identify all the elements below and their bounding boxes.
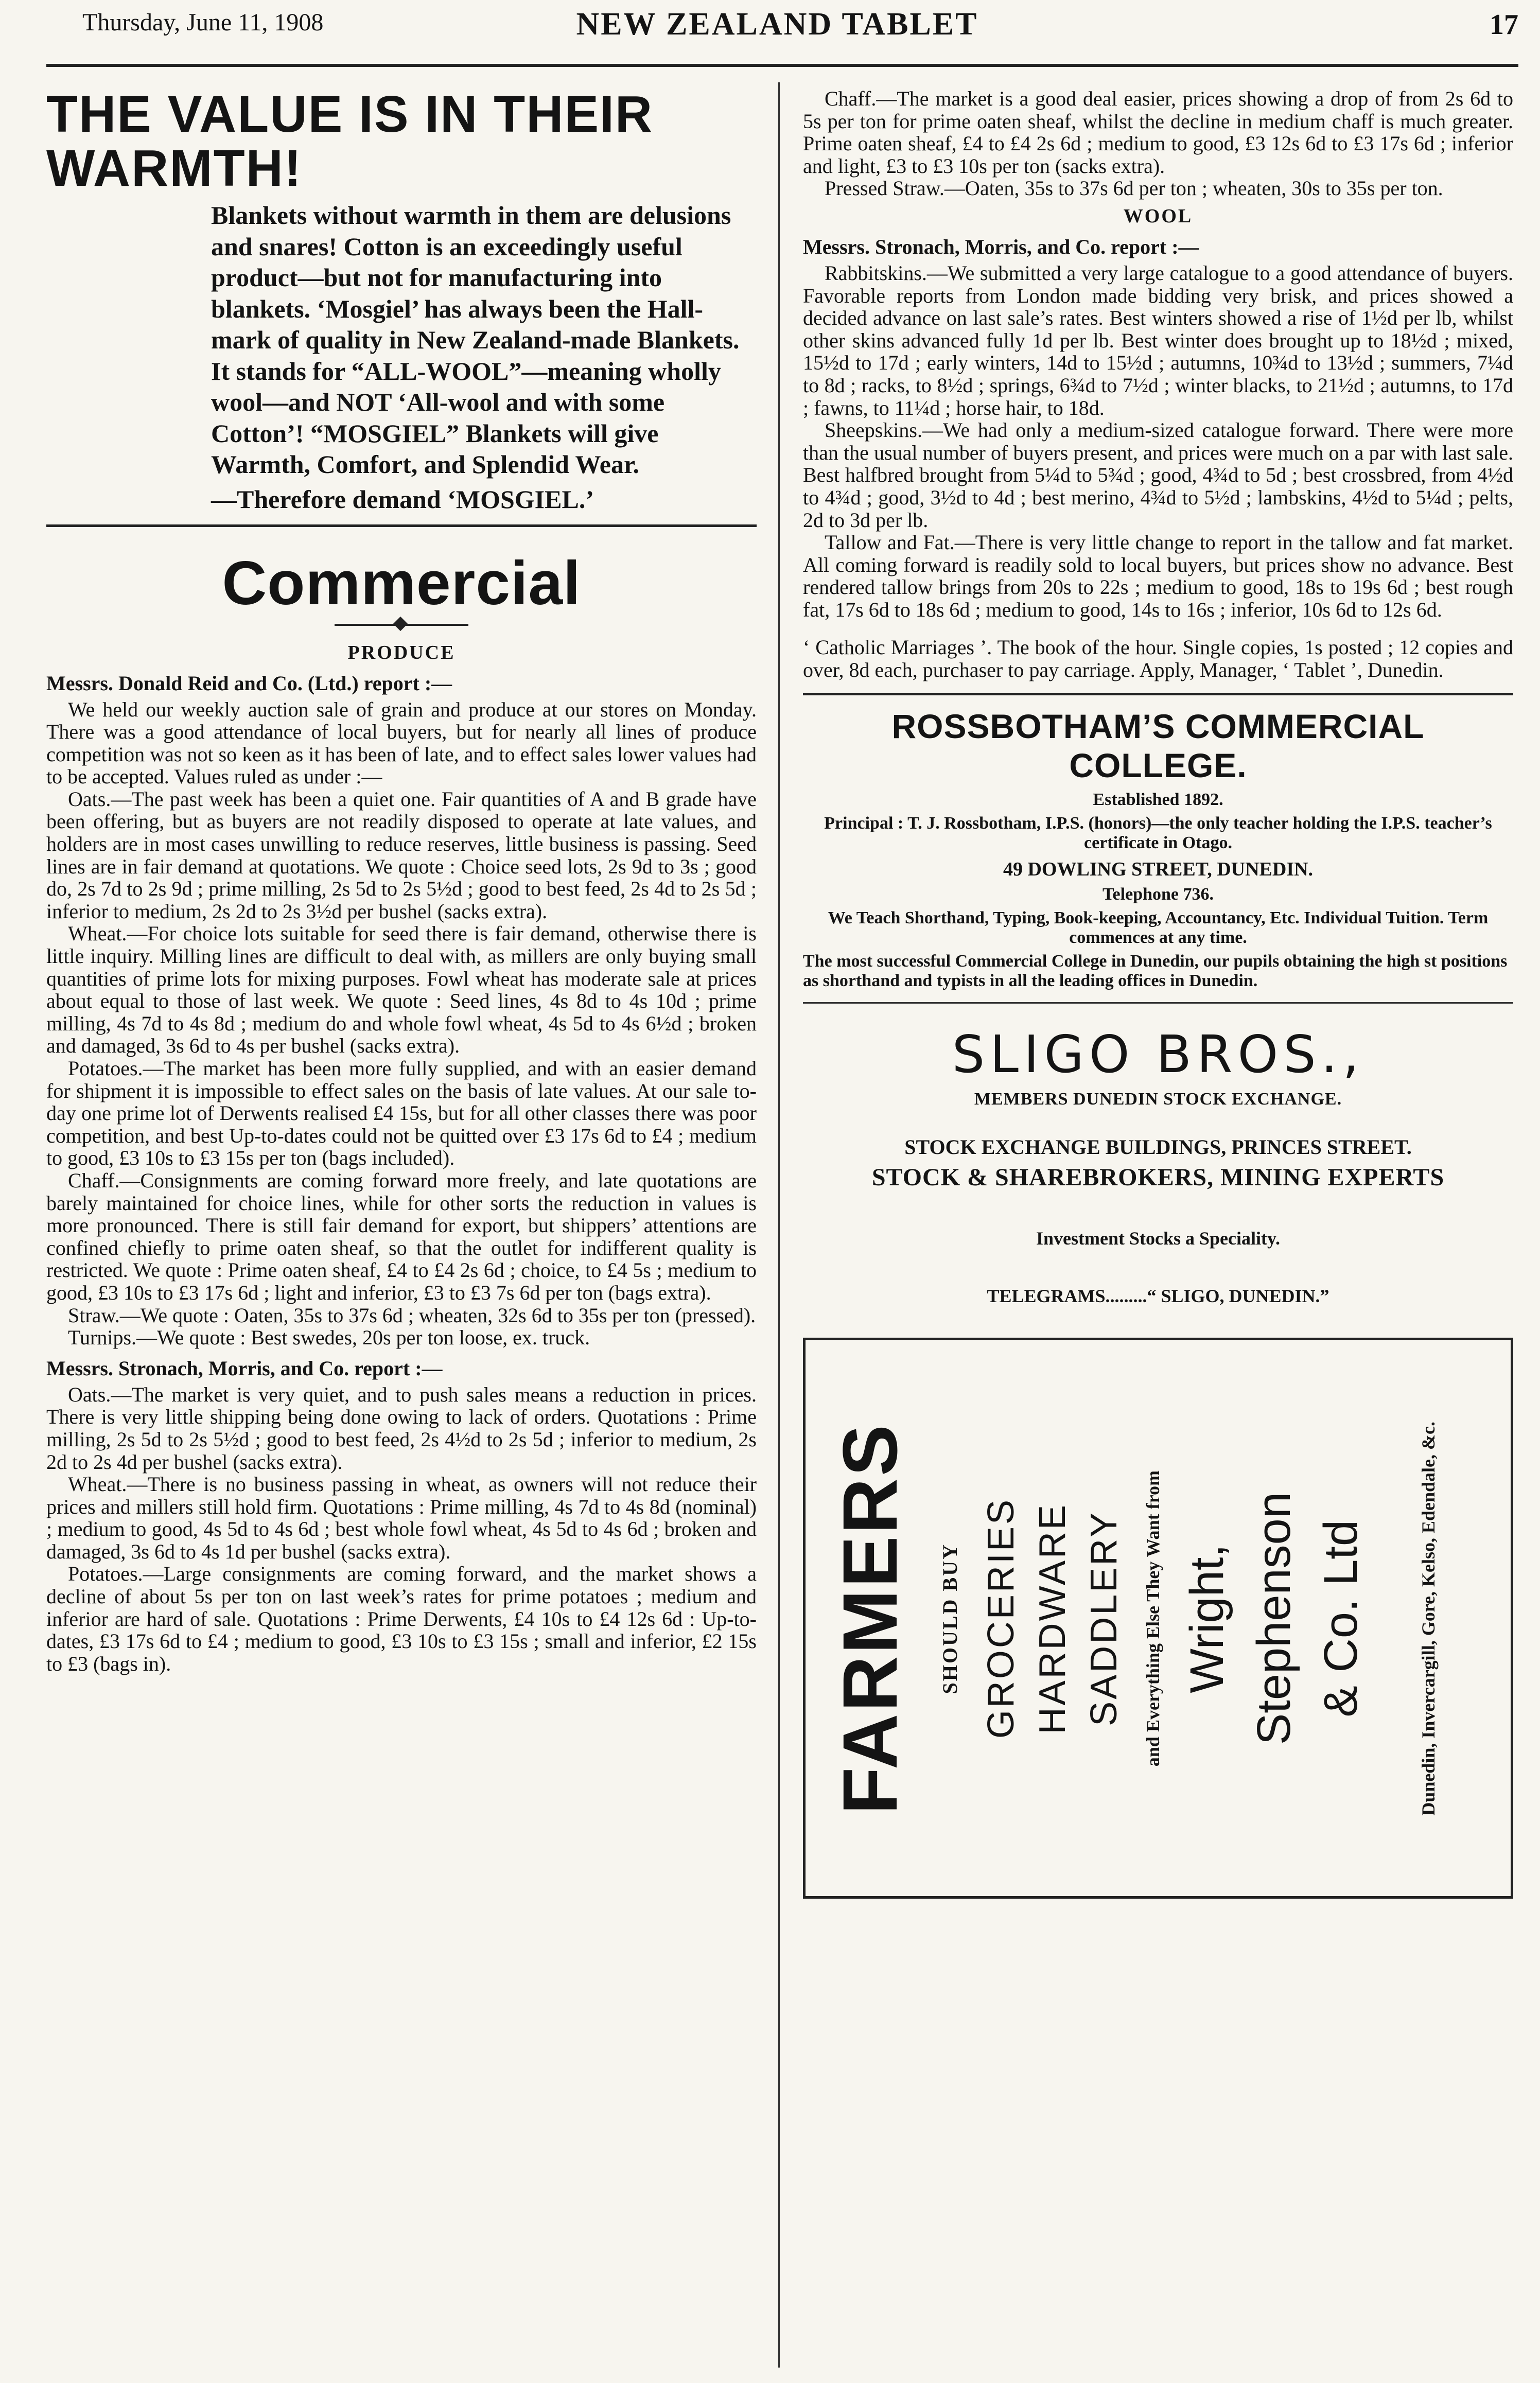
rossbotham-teach: We Teach Shorthand, Typing, Book-keeping, Accountancy, Etc. Individual Tuition. Term commences at any time. (828, 908, 1489, 948)
issue-date: Thursday, June 11, 1908 (82, 9, 324, 36)
farmers-word: FARMERS (826, 1422, 913, 1815)
divider-rule (803, 1002, 1513, 1004)
reid-paragraph: Turnips.—We quote : Best swedes, 20s per ton loose, ex. truck. (68, 1326, 590, 1350)
sheepskins-paragraph: Sheepskins.—We had only a medium-sized catalogue forward. There were more than the usual number of buyers present, and prices were much on a par with last sale. Best halfbred brought from 5¼d to 5¾d ; good, 4¾d to 5d ; best crossbred, from 4½d to 4¾d ; good, 3½d to 4d ; best merino, 4¾d to 5½d ; lambskins, 4½d to 5¼d ; pelts, 2d to 3d per lb. (803, 418, 1513, 532)
rossbotham-established: Established 1892. (1093, 790, 1223, 810)
saddlery: SADDLERY (1083, 1511, 1125, 1726)
section-title: Commercial (222, 548, 581, 618)
sligo-name: SLIGO BROS., (952, 1024, 1364, 1085)
stronach-report-heading: Messrs. Stronach, Morris, and Co. report :— (46, 1356, 443, 1380)
mosgiel-advertisement (46, 87, 757, 527)
hardware: HARDWARE (1032, 1502, 1073, 1734)
groceries: GROCERIES (981, 1498, 1022, 1739)
stronach-paragraph: Oats.—The market is very quiet, and to push sales means a reduction in prices. There is very little shipping being done owing to lack of orders. Quotations : Prime milling, 2s 5d to 2s 5½d ; good to best feed, 2s 4½d to 2s 5d ; inferior to medium, 2s 2d to 2s 4d per bushel (sacks extra). (46, 1382, 757, 1474)
co-ltd: & Co. Ltd (1314, 1519, 1367, 1718)
sligo-brokers: STOCK & SHAREBROKERS, MINING EXPERTS (871, 1164, 1445, 1192)
rossbotham-advertisement (803, 707, 1513, 991)
stronach-paragraph: Wheat.—There is no business passing in wheat, as owners will not reduce their prices and millers still hold firm. Quotations : Prime milling, 4s 7d to 4s 8d (nominal) ; medium to good, 4s 5d to 4s 6d ; best whole fowl wheat, 4s 5d to 4s 6d ; broken and damaged, 3s 6d to 4s 1d per bushel (sacks extra). (46, 1473, 757, 1563)
should-buy: SHOULD BUY (938, 1543, 961, 1694)
rossbotham-address: 49 DOWLING STREET, DUNEDIN. (1003, 858, 1314, 881)
mosgiel-text: Blankets without warmth in them are delusions and snares! Cotton is an exceedingly useful product—but not for manufacturing into blankets. ‘Mosgiel’ has always been the Hall-mark of quality in New Zealand-made Blankets. It stands for “ALL-WOOL”—meaning wholly wool—and NOT ‘All-wool and with some Cotton’! “MOSGIEL” Blankets will give Warmth, Comfort, and Splendid Wear. (211, 201, 740, 479)
sligo-investment: Investment Stocks a Speciality. (1036, 1228, 1280, 1249)
everything-else: and Everything Else They Want from (1143, 1470, 1163, 1767)
reid-report (46, 698, 757, 1349)
rossbotham-success: The most successful Commercial College in Dunedin, our pupils obtaining the high st positions as shorthand and typists in all the leading offices in Dunedin. (803, 952, 1508, 991)
tallow-paragraph: Tallow and Fat.—There is very little change to report in the tallow and fat market. All coming forward is readily sold to local buyers, but prices show no advance. Best rendered tallow brings from 20s to 22s ; medium to good, 18s to 19s 6d ; best rough fat, 17s 6d to 18s 6d ; medium to good, 14s to 16s ; inferior, 10s 6d to 12s 6d. (803, 531, 1513, 621)
rossbotham-title: ROSSBOTHAM’S COMMERCIAL COLLEGE. (891, 707, 1425, 785)
straw-paragraph: Pressed Straw.—Oaten, 35s to 37s 6d per ton ; wheaten, 30s to 35s per ton. (825, 177, 1443, 200)
stronach-paragraph: Potatoes.—Large consignments are coming forward, and the market shows a decline of about 5s per ton on last week’s rates for prime potatoes ; medium and inferior are hard of sale. Quotations : Prime Derwents, £4 10s to £4 12s 6d : Up-to-dates, £3 17s 6d to £4 ; medium to good, £3 10s to £3 15s ; small and inferior, £2 15s to £3 (bags in). (46, 1562, 757, 1675)
wright: Wright, (1180, 1544, 1233, 1693)
reid-paragraph: We held our weekly auction sale of grain and produce at our stores on Monday. There was a good attendance of local buyers, but for nearly all lines of produce competition was not so keen as it has been of late, and to effect sales lower values had to be accepted. Values ruled as under :— (46, 697, 757, 789)
reid-paragraph: Wheat.—For choice lots suitable for seed there is fair demand, otherwise there is little inquiry. Milling lines are difficult to deal with, as millers are only buying small quantities of prime lots for mixing purposes. Fowl wheat has moderate sale at prices about equal to those of last week. We quote : Seed lines, 4s 8d to 4s 10d ; prime milling, 4s 7d to 4s 8d ; medium do and whole fowl wheat, 4s 5d to 4s 6½d ; broken and damaged, 3s 6d to 4s per bushel (sacks extra). (46, 922, 757, 1058)
reid-paragraph: Oats.—The past week has been a quiet one. Fair quantities of A and B grade have been offering, but as buyers are not readily disposed to operate at late values, and holders are in most cases unwilling to reduce reserves, little business is passing. Seed lines are in fair demand at quotations. We quote : Choice seed lots, 2s 9d to 3s ; good do, 2s 7d to 2s 9d ; prime milling, 2s 5d to 2s 5½d ; good to best feed, 2s 4d to 2s 5d ; inferior to medium, 2s 2d to 2s 3½d per bushel (sacks extra). (46, 787, 757, 923)
left-column (46, 87, 757, 2362)
reid-paragraph: Potatoes.—The market has been more fully supplied, and with an easier demand for shipment it is impossible to effect sales on the basis of late values. At our sale to-day one prime lot of Derwents realised £4 15s, but for all other classes there was poor competition, and best Up-to-dates could not be quitted over £3 17s 6d to £4 ; medium to good, £3 10s to £3 15s per ton (bags included). (46, 1057, 757, 1170)
rossbotham-telephone: Telephone 736. (1102, 885, 1214, 904)
column-divider (778, 82, 780, 2368)
sligo-buildings: STOCK EXCHANGE BUILDINGS, PRINCES STREET. (904, 1135, 1412, 1159)
wool-heading: WOOL (1123, 205, 1193, 227)
sligo-telegrams: TELEGRAMS.........“ SLIGO, DUNEDIN.” (987, 1286, 1329, 1307)
wool-report-heading: Messrs. Stronach, Morris, and Co. report :— (803, 235, 1199, 258)
right-column (803, 87, 1513, 2362)
store-locations: Dunedin, Invercargill, Gore, Kelso, Edendale, &c. (1418, 1421, 1439, 1816)
header-rule (46, 64, 1518, 67)
page-number: 17 (1490, 9, 1518, 41)
rabbitskins-paragraph: Rabbitskins.—We submitted a very large catalogue to a good attendance of buyers. Favorable reports from London made bidding very brisk, and prices showed a decided advance on last sale’s rates. Best winters showed a rise of 1½d per lb, whilst other skins advanced fully 1d per lb. Best winter does brought up to 18½d ; mixed, 15½d to 17d ; early winters, 14d to 15½d ; autumns, 10¾d to 13½d ; summers, 7¼d to 8d ; racks, to 8½d ; springs, 6¾d to 7½d ; winter blacks, to 21½d ; autumns, to 17d ; fawns, to 11¼d ; horse hair, to 18d. (803, 261, 1513, 419)
sligo-members: MEMBERS DUNEDIN STOCK EXCHANGE. (974, 1090, 1342, 1109)
ornament-divider (335, 624, 468, 626)
reid-paragraph: Chaff.—Consignments are coming forward more freely, and late quotations are barely maintained for choice lines, while for other sorts the reduction in values is more pronounced. There is still fair demand for export, but shippers’ attentions are confined chiefly to prime oaten sheaf, so that the outlet for indifferent quality is restricted. We quote : Prime oaten sheaf, £4 to £4 2s 6d ; choice, to £4 5s ; medium to good, £3 10s to £3 17s 6d ; light and inferior, £3 to £3 7s 6d per ton (bags extra). (46, 1168, 757, 1304)
sligo-advertisement (803, 1024, 1513, 1307)
chaff-paragraph: Chaff.—The market is a good deal easier, prices showing a drop of from 2s 6d to 5s per ton for prime oaten sheaf, whilst the decline in medium chaff is much greater. Prime oaten sheaf, £4 to £4 2s 6d ; medium to good, £3 12s 6d to £3 17s 6d ; inferior and light, £3 to £3 10s per ton (sacks extra). (803, 87, 1513, 178)
stephenson: Stephenson (1247, 1492, 1300, 1745)
reid-paragraph: Straw.—We quote : Oaten, 35s to 37s 6d ; wheaten, 32s 6d to 35s per ton (pressed). (68, 1303, 756, 1327)
mosgiel-closing: —Therefore demand ‘MOSGIEL.’ (211, 484, 594, 514)
page-header (36, 3, 1518, 80)
stronach-report (46, 1383, 757, 1675)
masthead: NEW ZEALAND TABLET (576, 7, 978, 42)
farmers-advertisement (803, 1338, 1513, 1899)
catholic-marriages-notice: ‘ Catholic Marriages ’. The book of the hour. Single copies, 1s posted ; 12 copies and over, 8d each, purchaser to pay carriage. Apply, Manager, ‘ Tablet ’, Dunedin. (803, 636, 1513, 682)
rossbotham-principal: Principal : T. J. Rossbotham, I.P.S. (honors)—the only teacher holding the I.P.S. teacher’s certificate in Otago. (824, 814, 1492, 853)
mosgiel-headline: THE VALUE IS IN THEIR WARMTH! (46, 87, 654, 197)
divider-rule (803, 693, 1513, 695)
produce-heading: PRODUCE (347, 641, 456, 663)
reid-report-heading: Messrs. Donald Reid and Co. (Ltd.) report :— (46, 671, 452, 695)
